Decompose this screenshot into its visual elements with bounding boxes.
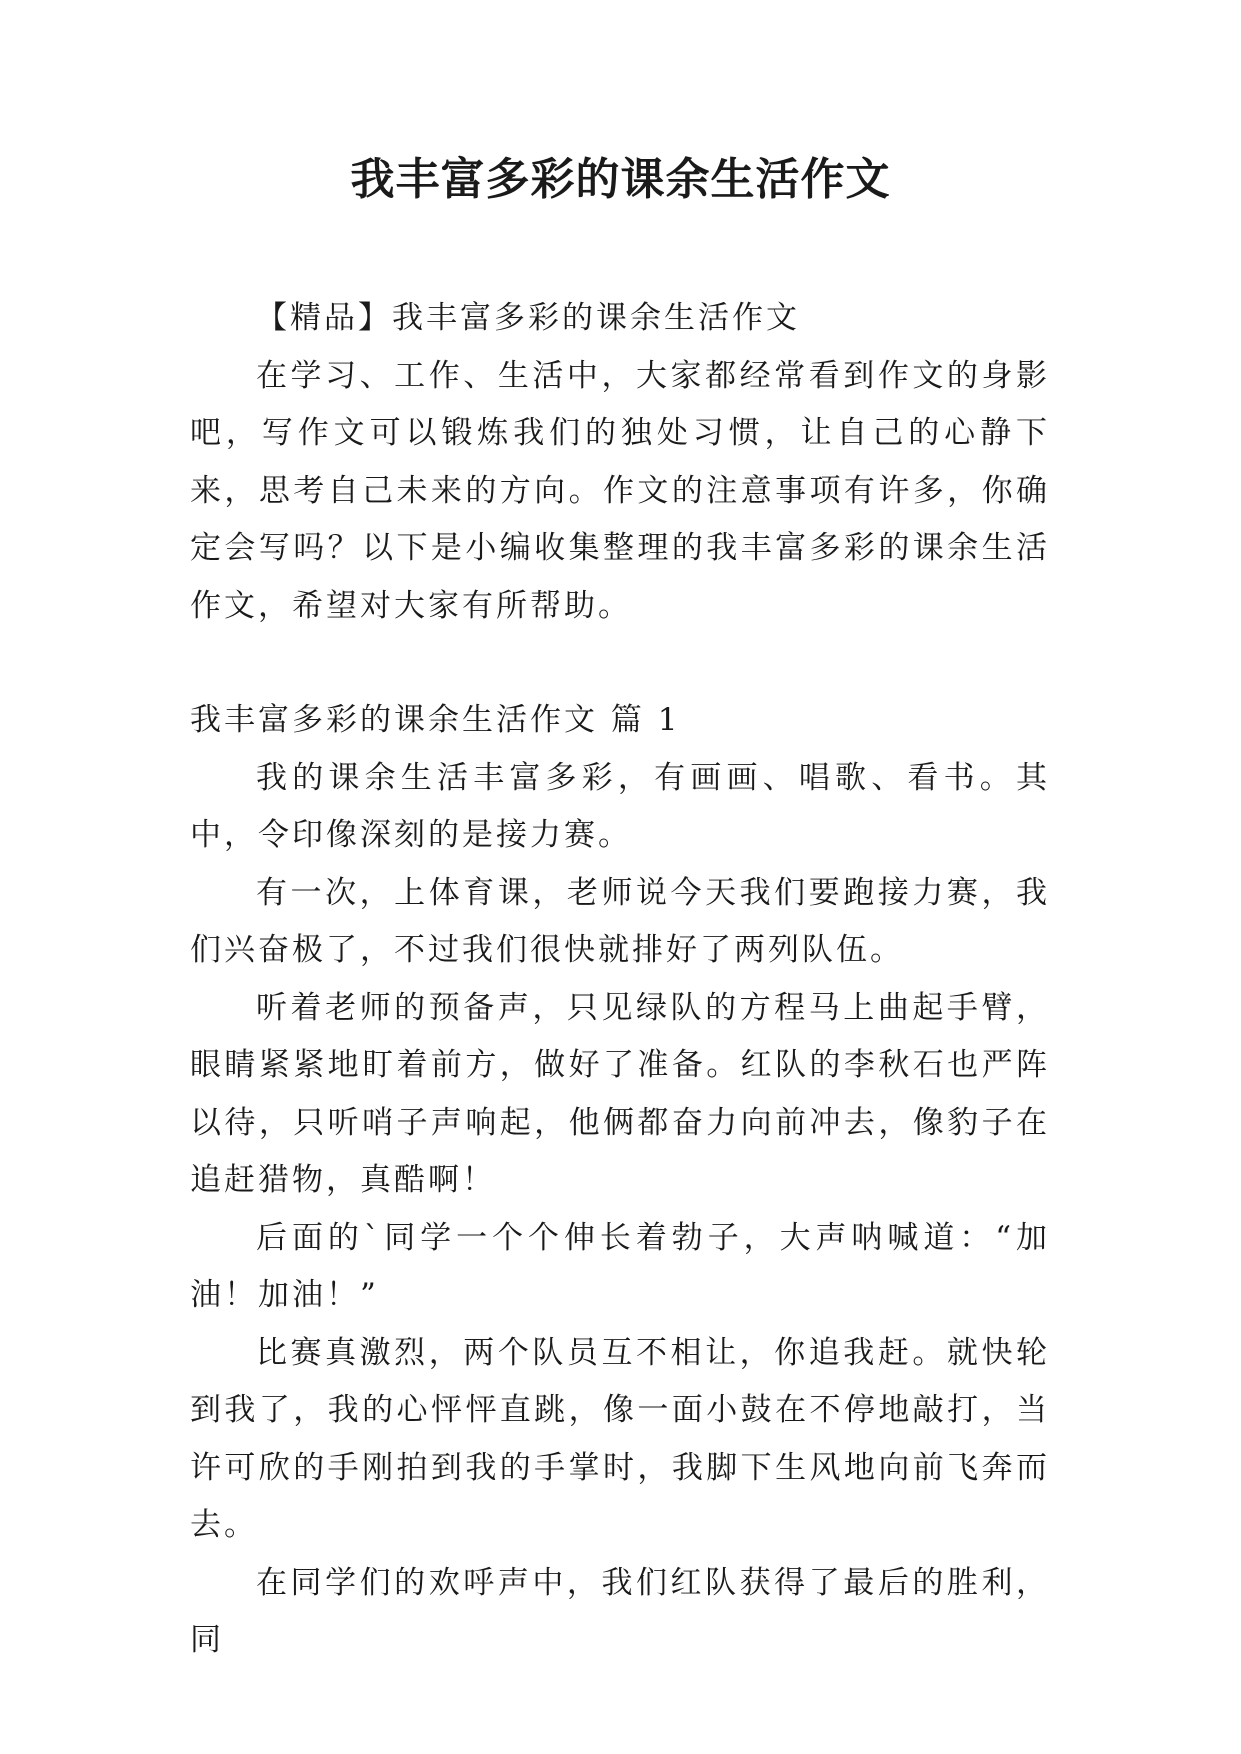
body-paragraph: 我的课余生活丰富多彩，有画画、唱歌、看书。其中，令印像深刻的是接力赛。 bbox=[190, 759, 1050, 853]
body-paragraph: 有一次，上体育课，老师说今天我们要跑接力赛，我们兴奋极了，不过我们很快就排好了两列队伍。 bbox=[190, 874, 1050, 968]
intro-paragraph-label: 【精品】我丰富多彩的课余生活作文 bbox=[256, 300, 800, 336]
body-paragraph: 后面的`同学一个个伸长着勃子，大声呐喊道：“加油！加油！” bbox=[190, 1219, 1050, 1313]
body-paragraph: 听着老师的预备声，只见绿队的方程马上曲起手臂，眼睛紧紧地盯着前方，做好了准备。红队的李秋石也严阵以待，只听哨子声响起，他俩都奋力向前冲去，像豹子在追赶猎物，真酷啊！ bbox=[190, 989, 1050, 1198]
document-body bbox=[190, 290, 1050, 1670]
intro-paragraph: 在学习、工作、生活中，大家都经常看到作文的身影吧，写作文可以锻炼我们的独处习惯，让自己的心静下来，思考自己未来的方向。作文的注意事项有许多，你确定会写吗？以下是小编收集整理的我丰富多彩的课余生活作文，希望对大家有所帮助。 bbox=[190, 357, 1050, 624]
body-paragraph: 在同学们的欢呼声中，我们红队获得了最后的胜利，同 bbox=[190, 1564, 1050, 1658]
document-title: 我丰富多彩的课余生活作文 bbox=[350, 154, 891, 205]
section-heading: 我丰富多彩的课余生活作文 篇 1 bbox=[190, 702, 681, 738]
body-paragraph: 比赛真激烈，两个队员互不相让，你追我赶。就快轮到我了，我的心怦怦直跳，像一面小鼓在不停地敲打，当许可欣的手刚拍到我的手掌时，我脚下生风地向前飞奔而去。 bbox=[190, 1334, 1050, 1543]
